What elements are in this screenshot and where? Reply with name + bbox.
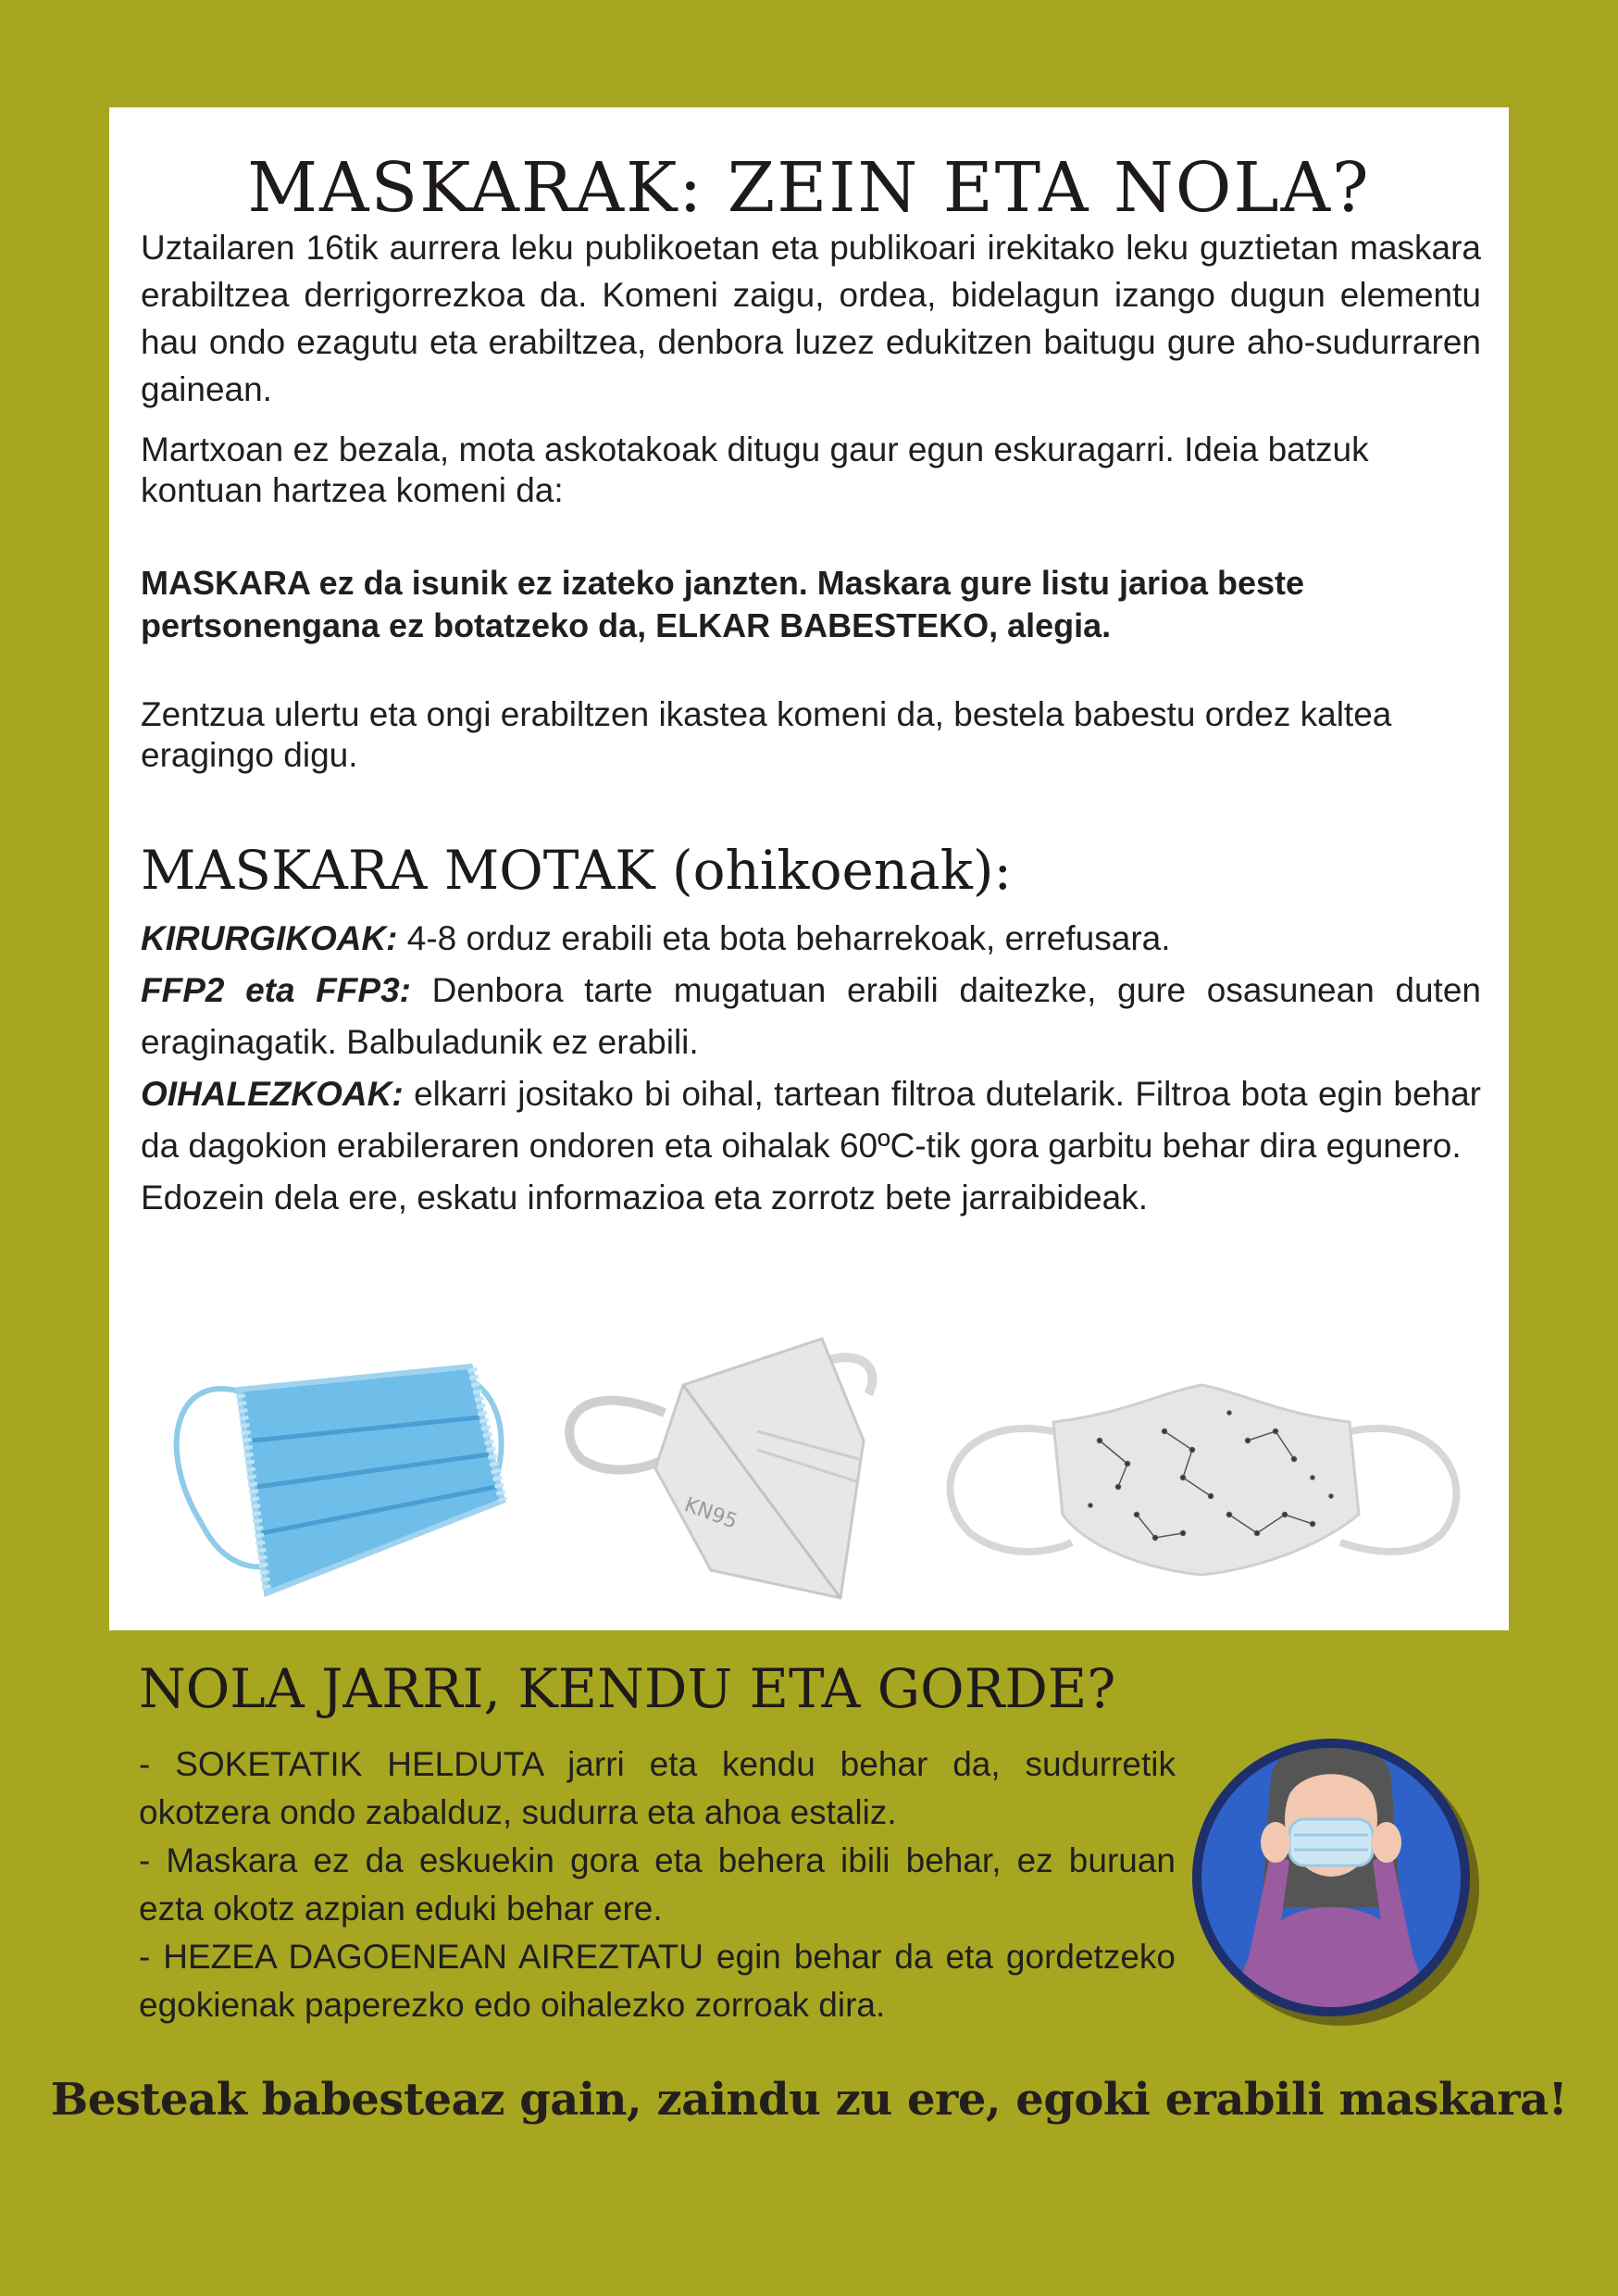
mask-type-item xyxy=(141,1068,1481,1172)
cloth-mask-icon xyxy=(924,1376,1479,1589)
footer-slogan: Besteak babesteaz gain, zaindu zu ere, egoki erabili maskara! xyxy=(50,2074,1568,2126)
person-wearing-mask-icon xyxy=(1183,1722,1488,2037)
kn95-mask-icon xyxy=(544,1320,905,1616)
surgical-mask-icon xyxy=(137,1339,526,1607)
page-title: MASKARAK: ZEIN ETA NOLA? xyxy=(247,148,1371,228)
mask-illustrations xyxy=(109,1311,1509,1626)
howto-list xyxy=(139,1741,1176,2029)
intro-paragraph-1: Uztailaren 16tik aurrera leku publikoetan eta publikoari irekitako leku guztietan maskara erabiltzea derrigorrezkoa da. Komeni zaigu, ordea, bidelagun izango dugun elementu hau ondo ezagutu eta erabiltzea, denbora luzez edukitzen baitugu gure aho-sudurraren gainean. xyxy=(141,229,1481,408)
mask-type-label: FFP2 eta FFP3: xyxy=(141,971,411,1009)
mask-types-list xyxy=(141,913,1481,1224)
howto-line: - HEZEA DAGOENEAN AIREZTATU egin behar da eta gordetzeko egokienak paperezko edo oihalezko zorroak dira. xyxy=(139,1938,1176,2024)
mask-type-text: Denbora tarte mugatuan erabili daitezke, gure osasunean duten eraginagatik. Balbuladunik ez erabili. xyxy=(141,971,1481,1061)
intro-paragraph-4: Zentzua ulertu eta ongi erabiltzen ikastea komeni da, bestela babestu ordez kaltea eragingo digu. xyxy=(141,695,1392,774)
mask-type-text: 4-8 orduz erabili eta bota beharrekoak, errefusara. xyxy=(397,919,1171,957)
howto-line: - Maskara ez da eskuekin gora eta behera ibili behar, ez buruan ezta okotz azpian eduki behar ere. xyxy=(139,1841,1176,1928)
mask-type-item xyxy=(141,965,1481,1068)
mask-type-label: OIHALEZKOAK: xyxy=(141,1075,404,1113)
mask-type-label: KIRURGIKOAK: xyxy=(141,919,398,957)
info-panel xyxy=(109,107,1509,1630)
mask-types-heading: MASKARA MOTAK (ohikoenak): xyxy=(141,839,1013,902)
howto-line: - SOKETATIK HELDUTA jarri eta kendu behar da, sudurretik okotzera ondo zabalduz, sudurra eta ahoa estaliz. xyxy=(139,1745,1176,1831)
mask-types-closing: Edozein dela ere, eskatu informazioa eta zorrotz bete jarraibideak. xyxy=(141,1179,1148,1217)
intro-paragraph-2: Martxoan ez bezala, mota askotakoak ditugu gaur egun eskuragarri. Ideia batzuk kontuan hartzea komeni da: xyxy=(141,430,1369,509)
mask-type-item xyxy=(141,913,1481,965)
kn95-label: KN95 xyxy=(680,1493,741,1534)
intro-bold-paragraph: MASKARA ez da isunik ez izateko janzten. Maskara gure listu jarioa beste pertsonengana ez botatzeko da, ELKAR BABESTEKO, alegia. xyxy=(141,564,1305,644)
mask-type-text: elkarri jositako bi oihal, tartean filtroa dutelarik. Filtroa bota egin behar da dagokion erabileraren ondoren eta oihalak 60ºC-tik gora garbitu behar dira egunero. xyxy=(141,1075,1481,1165)
howto-heading: NOLA JARRI, KENDU ETA GORDE? xyxy=(139,1657,1116,1720)
